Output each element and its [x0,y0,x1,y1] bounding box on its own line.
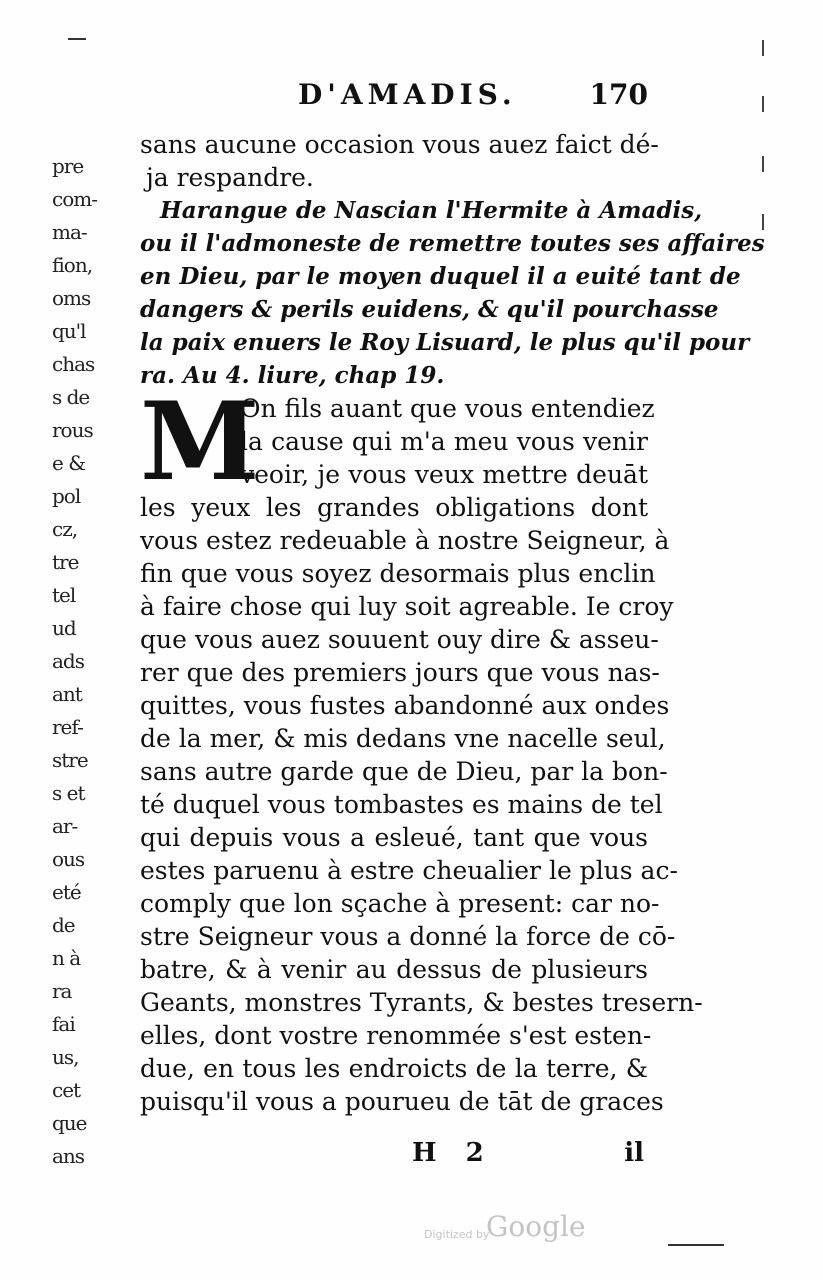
opening-lines [140,128,659,194]
margin-fragment: ans [52,1144,85,1168]
margin-fragment: de [52,913,75,937]
margin-fragment: eté [52,880,81,904]
text-line: les yeux les grandes obligations dont [140,493,648,522]
text-line: due, en tous les endroicts de la terre, & [140,1054,648,1083]
margin-fragment: ma- [52,220,87,244]
text-line: fin que vous soyez desormais plus enclin [140,559,656,588]
edge-tick [762,96,764,112]
text-line: On fils auant que vous entendiez [240,394,655,423]
text-line: rer que des premiers jours que vous nas- [140,658,660,687]
text-line: sans aucune occasion vous auez faict dé- [140,130,659,159]
edge-tick [762,214,764,230]
margin-fragment: ous [52,847,85,871]
margin-fragment: ud [52,616,76,640]
text-line: Geants, monstres Tyrants, & bestes tresern- [140,988,703,1017]
margin-fragment: oms [52,286,91,310]
text-line: batre, & à venir au dessus de plusieurs [140,955,648,984]
margin-fragment: n à [52,946,81,970]
facing-page-bleed [52,150,98,1173]
margin-fragment: e & [52,451,85,475]
catchword: il [624,1138,644,1168]
margin-fragment: rous [52,418,93,442]
margin-fragment: com- [52,187,97,211]
text-line: quittes, vous fustes abandonné aux ondes [140,691,670,720]
rubric [140,194,765,392]
signature-line [140,1138,648,1174]
margin-fragment: qu'l [52,319,86,343]
text-line: té duquel vous tombastes es mains de tel [140,790,663,819]
margin-fragment: pre [52,154,84,178]
edge-tick [762,40,764,56]
margin-fragment: stre [52,748,88,772]
margin-fragment: fion, [52,253,93,277]
text-line: dangers & perils euidens, & qu'il pourchasse [140,296,719,323]
margin-fragment: ra [52,979,72,1003]
text-line: estes paruenu à estre cheualier le plus ac- [140,856,678,885]
bottom-rule [668,1244,724,1246]
text-line: elles, dont vostre renommée s'est esten- [140,1021,652,1050]
text-line: la cause qui m'a meu vous venir [240,427,648,456]
margin-fragment: tel [52,583,76,607]
text-line: veoir, je vous veux mettre deuāt [240,460,648,489]
text-line: à faire chose qui luy soit agreable. Ie croy [140,592,674,621]
text-line: ra. Au 4. liure, chap 19. [140,362,445,389]
text-line: en Dieu, par le moyen duquel il a euité tant de [140,263,741,290]
digitization-watermark [424,1210,624,1246]
running-head [298,78,648,118]
text-line: la paix enuers le Roy Lisuard, le plus qu'il pour [140,329,750,356]
text-line: comply que lon sçache à present: car no- [140,889,660,918]
margin-fragment: ads [52,649,84,673]
paragraph [140,379,703,1118]
text-line: qui depuis vous a esleué, tant que vous [140,823,648,852]
text-line: ja respandre. [146,163,314,192]
margin-fragment: s de [52,385,90,409]
scan-edge-marks [762,0,766,1280]
text-line: de la mer, & mis dedans vne nacelle seul, [140,724,666,753]
margin-fragment: chas [52,352,95,376]
margin-fragment: us, [52,1045,79,1069]
margin-fragment: ref- [52,715,83,739]
margin-fragment: tre [52,550,79,574]
margin-fragment: cet [52,1078,81,1102]
text-line: sans autre garde que de Dieu, par la bon- [140,757,668,786]
watermark-prefix: Digitized by [424,1228,490,1241]
body-text [140,128,765,1118]
text-line: que vous auez souuent ouy dire & asseu- [140,625,659,654]
margin-fragment: pol [52,484,81,508]
margin-rule [68,38,86,40]
text-line: ou il l'admoneste de remettre toutes ses affaires [140,230,765,257]
margin-fragment: ant [52,682,82,706]
text-line: stre Seigneur vous a donné la force de cō- [140,922,676,951]
signature-mark: H 2 [412,1138,494,1168]
margin-fragment: s et [52,781,85,805]
margin-fragment: cz, [52,517,78,541]
drop-cap: M [140,379,260,505]
margin-fragment: fai [52,1012,75,1036]
google-logo: Google [486,1210,586,1243]
text-line: puisqu'il vous a pourueu de tāt de graces [140,1087,664,1116]
text-line: vous estez redeuable à nostre Seigneur, à [140,526,670,555]
margin-fragment: que [52,1111,87,1135]
paragraph-lines [140,491,703,1118]
running-title: D'AMADIS. [298,78,517,111]
edge-tick [762,156,764,172]
folio-number: 170 [589,78,648,111]
text-line: Harangue de Nascian l'Hermite à Amadis, [160,197,703,224]
margin-fragment: ar- [52,814,78,838]
